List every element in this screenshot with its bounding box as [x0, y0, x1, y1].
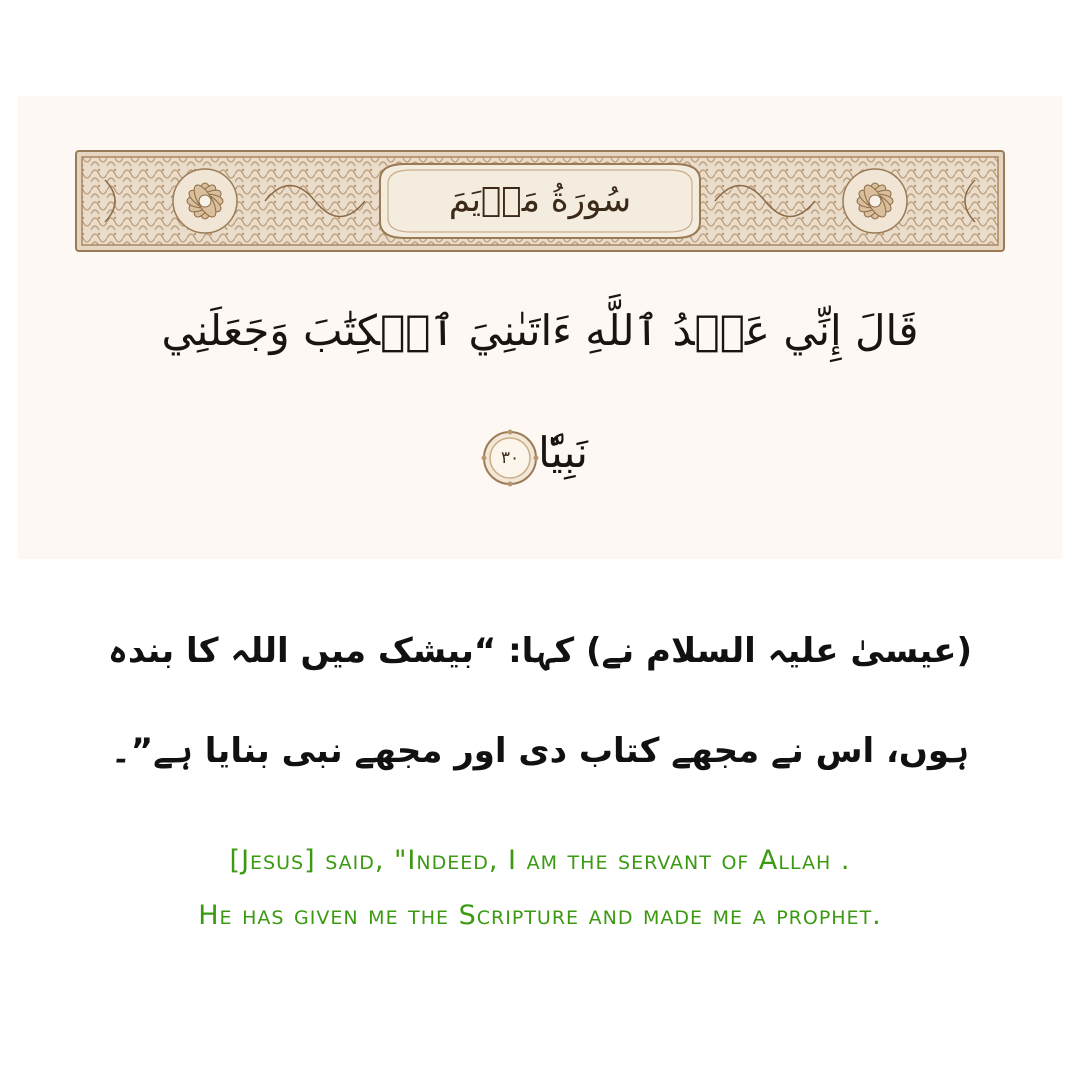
english-translation-line-1: [Jesus] said, "Indeed, I am the servant of Allah . — [229, 845, 851, 876]
surah-header-banner — [75, 150, 1005, 252]
ayah-number: ٣٠ — [500, 448, 520, 468]
ayah-text-line-1: قَالَ إِنِّي عَبۡدُ ٱللَّهِ ءَاتَىٰنِيَ ٱلۡكِتَٰبَ وَجَعَلَنِي — [161, 306, 919, 355]
ayah-number-marker — [481, 429, 539, 487]
ayah-text-line-2: نَبِيّٗا — [538, 428, 588, 477]
english-translation-line-2: He has given me the Scripture and made me a prophet. — [198, 900, 882, 931]
surah-title: سُورَةُ مَرۡيَمَ — [448, 180, 632, 220]
urdu-translation-line-2: ہوں، اس نے مجھے کتاب دی اور مجھے نبی بنایا ہے”۔ — [110, 731, 970, 771]
urdu-translation-line-1: (عیسیٰ علیہ السلام نے) کہا: “بیشک میں اللہ کا بندہ — [107, 631, 972, 671]
verse-panel — [18, 96, 1062, 559]
